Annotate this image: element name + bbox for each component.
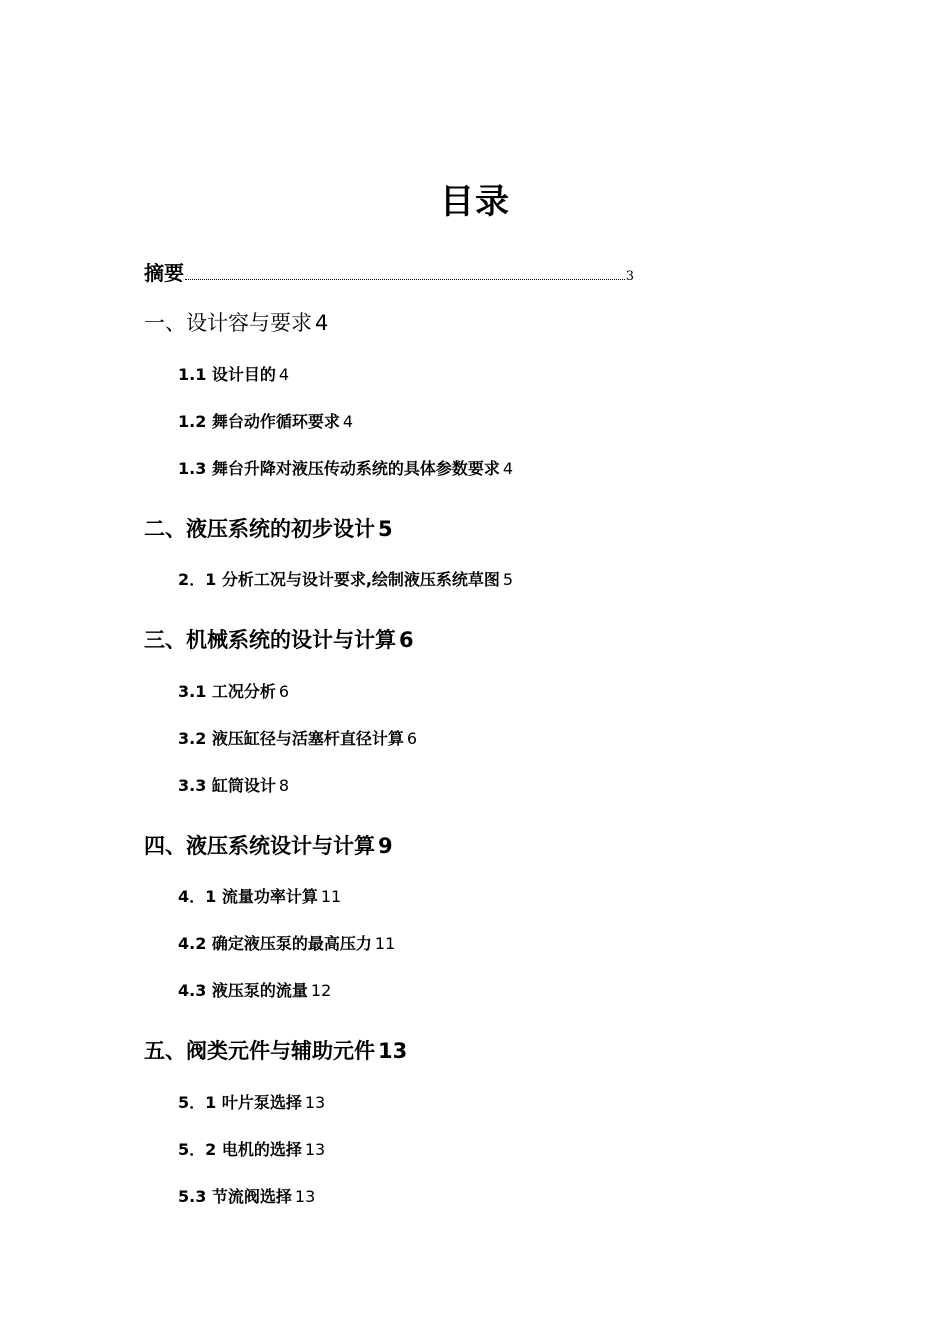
toc-entry-label: 3.2 液压缸径与活塞杆直径计算: [178, 729, 404, 748]
toc-entry-5-2[interactable]: [178, 1138, 325, 1162]
toc-page-number: 13: [378, 1039, 408, 1063]
toc-entry-label: 1.3 舞台升降对液压传动系统的具体参数要求: [178, 459, 500, 478]
dot-leader: [185, 278, 625, 280]
toc-entry-1-1[interactable]: [178, 363, 289, 387]
toc-entry-label: 5．2 电机的选择: [178, 1140, 302, 1159]
toc-page-number: 9: [378, 834, 393, 858]
toc-page-number: 4: [278, 365, 290, 384]
toc-entry-label: 摘要: [144, 261, 184, 285]
toc-entry-label: 1.2 舞台动作循环要求: [178, 412, 340, 431]
toc-entry-5-1[interactable]: [178, 1091, 325, 1115]
toc-entry-4-3[interactable]: [178, 979, 331, 1003]
toc-entry-4-1[interactable]: [178, 885, 341, 909]
toc-page-number: 5: [378, 517, 393, 541]
toc-entry-1-3[interactable]: [178, 457, 513, 481]
toc-entry-label: 4．1 流量功率计算: [178, 887, 318, 906]
toc-page-number: 13: [304, 1093, 326, 1112]
toc-entry-label: 4.3 液压泵的流量: [178, 981, 308, 1000]
toc-page-number: 6: [406, 729, 418, 748]
toc-entry-label: 5.3 节流阀选择: [178, 1187, 292, 1206]
toc-title: 目录: [440, 182, 510, 222]
toc-entry-label: 五、阀类元件与辅助元件: [144, 1039, 375, 1063]
toc-entry-label: 2．1 分析工况与设计要求,绘制液压系统草图: [178, 570, 500, 589]
toc-entry-2-1[interactable]: [178, 568, 513, 592]
toc-entry-label: 二、液压系统的初步设计: [144, 517, 375, 541]
toc-page-number: 6: [278, 682, 290, 701]
toc-entry-label: 3.1 工况分析: [178, 682, 276, 701]
toc-page-number: 4: [315, 311, 329, 335]
toc-page-number: 11: [374, 934, 396, 953]
toc-entry-abstract[interactable]: [144, 258, 634, 288]
toc-entry-label: 三、机械系统的设计与计算: [144, 628, 396, 652]
toc-entry-4-2[interactable]: [178, 932, 395, 956]
toc-entry-section-5[interactable]: [144, 1036, 407, 1066]
toc-entry-label: 四、液压系统设计与计算: [144, 834, 375, 858]
toc-page-number: 12: [310, 981, 332, 1000]
toc-entry-label: 5．1 叶片泵选择: [178, 1093, 302, 1112]
toc-page-number: 5: [502, 570, 514, 589]
toc-entry-label: 3.3 缸筒设计: [178, 776, 276, 795]
toc-entry-section-3[interactable]: [144, 625, 414, 655]
toc-entry-label: 一、设计容与要求: [144, 311, 312, 335]
toc-page-number: 3: [625, 269, 634, 284]
toc-entry-section-1[interactable]: [144, 308, 328, 338]
toc-entry-label: 1.1 设计目的: [178, 365, 276, 384]
toc-page-number: 4: [342, 412, 354, 431]
toc-entry-section-2[interactable]: [144, 514, 393, 544]
toc-entry-label: 4.2 确定液压泵的最高压力: [178, 934, 372, 953]
toc-page-number: 4: [502, 459, 514, 478]
toc-page-number: 11: [320, 887, 342, 906]
toc-entry-3-1[interactable]: [178, 680, 289, 704]
toc-entry-3-2[interactable]: [178, 727, 417, 751]
toc-entry-section-4[interactable]: [144, 831, 393, 861]
toc-page-number: 8: [278, 776, 290, 795]
toc-entry-3-3[interactable]: [178, 774, 289, 798]
toc-entry-5-3[interactable]: [178, 1185, 315, 1209]
toc-page-number: 6: [399, 628, 414, 652]
toc-page-number: 13: [294, 1187, 316, 1206]
toc-entry-1-2[interactable]: [178, 410, 353, 434]
toc-page-number: 13: [304, 1140, 326, 1159]
